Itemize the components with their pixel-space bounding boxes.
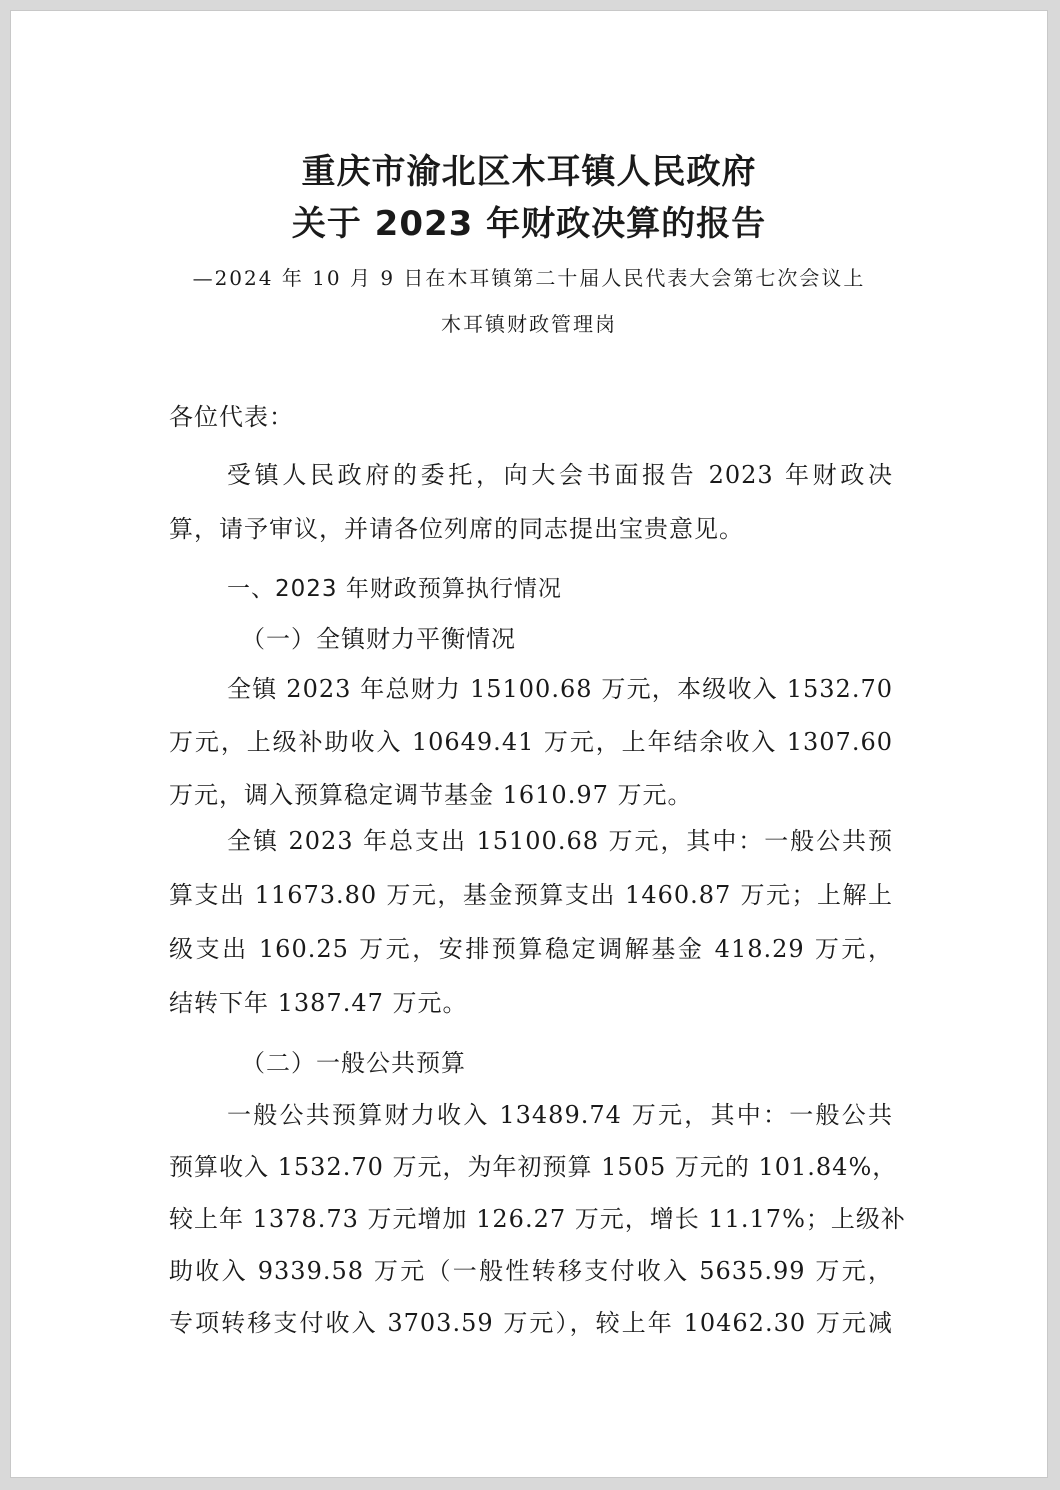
paragraph-line: 一般公共预算财力收入 13489.74 万元，其中：一般公共 <box>227 1101 893 1129</box>
report-title-line2: 关于 2023 年财政决算的报告 <box>291 204 767 244</box>
paragraph-line: 较上年 1378.73 万元增加 126.27 万元，增长 11.17%；上级补 <box>169 1205 906 1233</box>
paragraph-line: 全镇 2023 年总财力 15100.68 万元，本级收入 1532.70 <box>227 675 893 703</box>
paragraph-line: 助收入 9339.58 万元（一般性转移支付收入 5635.99 万元， <box>169 1257 893 1285</box>
paragraph-line: 万元，上级补助收入 10649.41 万元，上年结余收入 1307.60 <box>169 728 893 756</box>
report-subtitle-author: 木耳镇财政管理岗 <box>441 312 617 336</box>
paragraph-line: 全镇 2023 年总支出 15100.68 万元，其中：一般公共预 <box>227 827 893 855</box>
report-title-line1: 重庆市渝北区木耳镇人民政府 <box>301 152 757 192</box>
intro-line: 受镇人民政府的委托，向大会书面报告 2023 年财政决 <box>227 461 893 489</box>
paragraph-line: 结转下年 1387.47 万元。 <box>169 989 468 1017</box>
subsection-heading: （二）一般公共预算 <box>241 1049 466 1077</box>
paragraph-line: 算支出 11673.80 万元，基金预算支出 1460.87 万元；上解上 <box>169 881 893 909</box>
salutation: 各位代表： <box>169 403 294 431</box>
paragraph-line: 预算收入 1532.70 万元，为年初预算 1505 万元的 101.84%， <box>169 1153 898 1181</box>
intro-line: 算，请予审议，并请各位列席的同志提出宝贵意见。 <box>169 515 744 543</box>
subsection-heading: （一）全镇财力平衡情况 <box>241 625 516 653</box>
paragraph-line: 万元，调入预算稳定调节基金 1610.97 万元。 <box>169 781 693 809</box>
section-heading: 一、2023 年财政预算执行情况 <box>227 576 562 602</box>
paragraph-line: 级支出 160.25 万元，安排预算稳定调解基金 418.29 万元， <box>169 935 893 963</box>
report-subtitle-meeting: —2024 年 10 月 9 日在木耳镇第二十届人民代表大会第七次会议上 <box>192 266 866 290</box>
document-page <box>10 10 1048 1478</box>
paragraph-line: 专项转移支付收入 3703.59 万元），较上年 10462.30 万元减 <box>169 1309 893 1337</box>
